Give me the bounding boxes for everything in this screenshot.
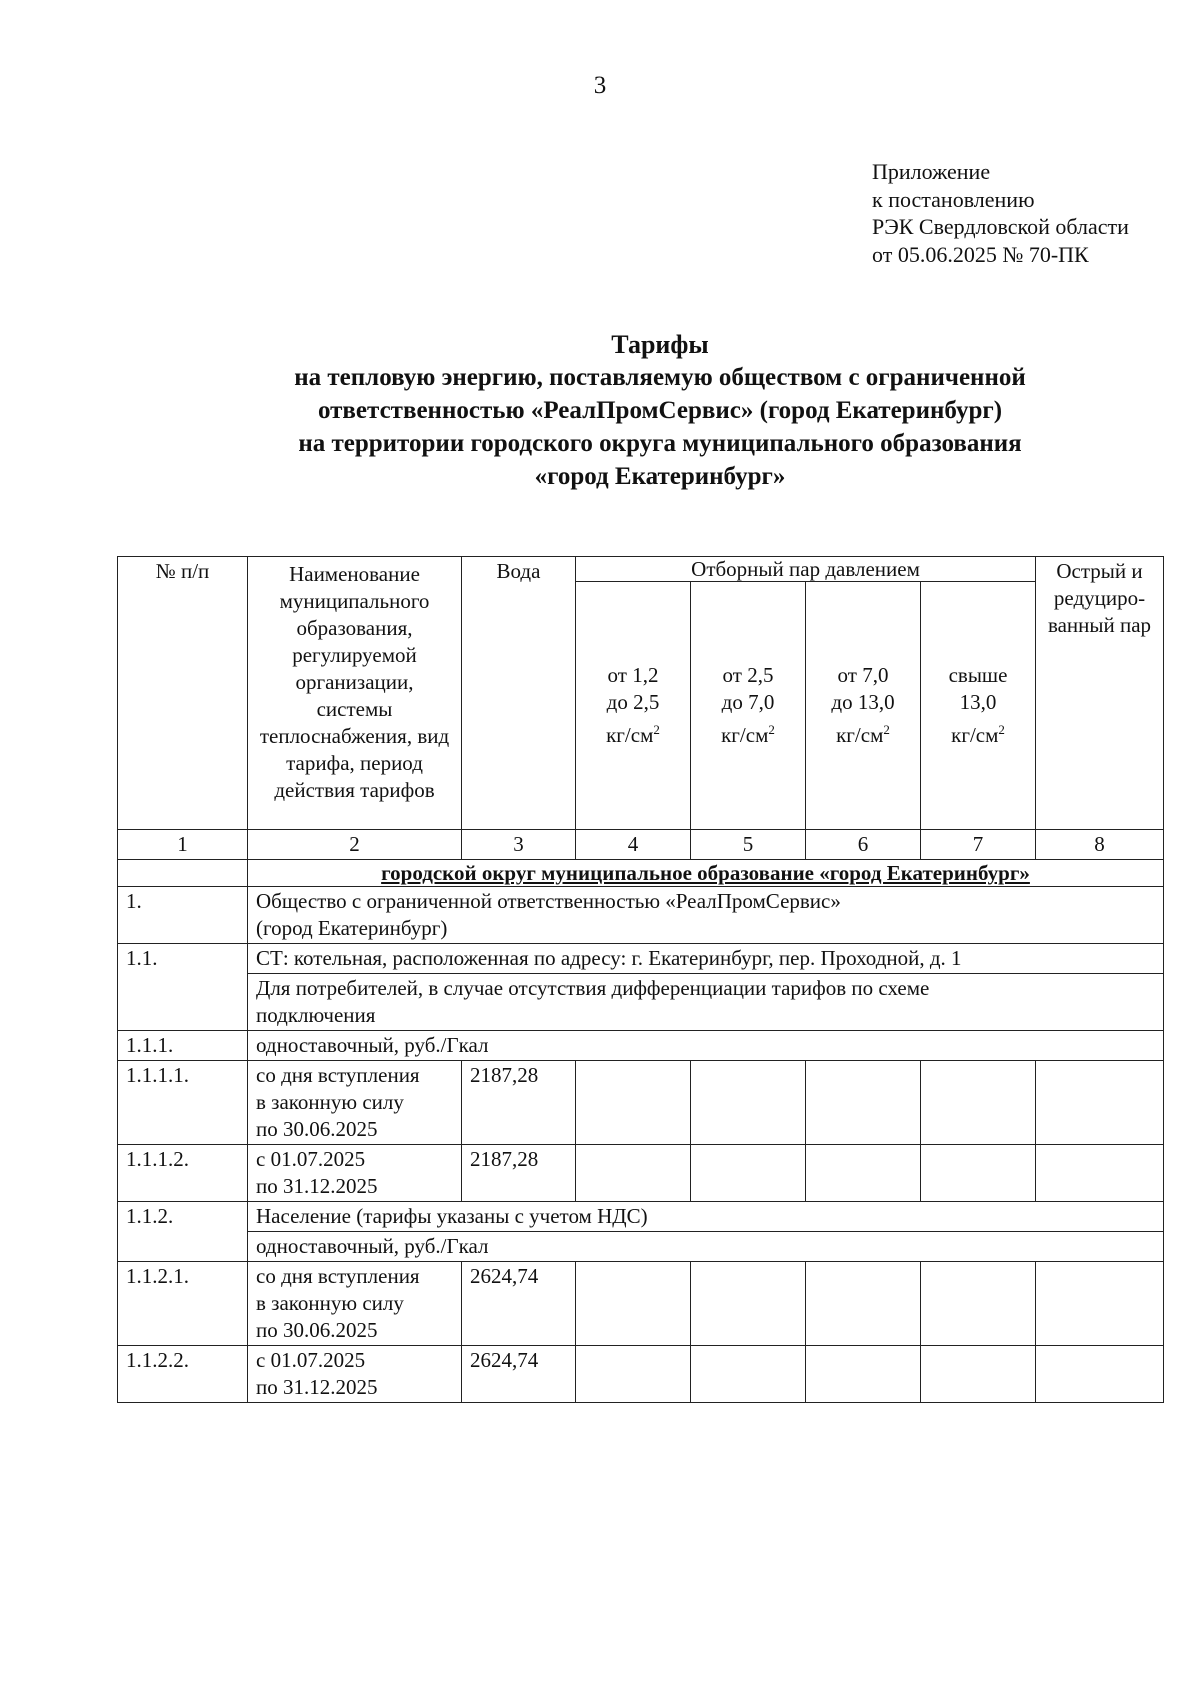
- water-tariff: 2624,74: [462, 1346, 576, 1403]
- row-label: одноставочный, руб./Гкал: [248, 1031, 1164, 1061]
- empty-cell: [921, 1061, 1036, 1145]
- table-row: [118, 1145, 1164, 1202]
- table-row: [118, 1061, 1164, 1145]
- unit-sup: 2: [653, 722, 660, 737]
- section-title: городской округ муниципальное образование «город Екатеринбург»: [248, 860, 1164, 887]
- label-line: в законную силу: [256, 1291, 404, 1315]
- label-line: в законную силу: [256, 1090, 404, 1114]
- section-row: [118, 860, 1164, 887]
- header-unit: [584, 716, 682, 749]
- row-label: [248, 1145, 462, 1202]
- title-line: на территории городского округа муниципального образования: [298, 430, 1022, 457]
- header-text: до 7,0: [721, 690, 775, 714]
- label-line: со дня вступления: [256, 1063, 420, 1087]
- header-steam-group: Отборный пар давлением: [576, 557, 1036, 582]
- row-number: 1.1.1.2.: [118, 1145, 248, 1202]
- table-row: [118, 1262, 1164, 1346]
- empty-cell: [1036, 1061, 1164, 1145]
- column-number: 4: [576, 830, 691, 860]
- water-tariff: 2187,28: [462, 1061, 576, 1145]
- header-text: до 13,0: [831, 690, 895, 714]
- header-text: до 2,5: [606, 690, 660, 714]
- tariff-table: [117, 556, 1164, 1403]
- table-row: [118, 974, 1164, 1031]
- title-line: Тарифы: [611, 330, 709, 359]
- water-tariff: 2187,28: [462, 1145, 576, 1202]
- row-label: [248, 1346, 462, 1403]
- row-number: 1.1.1.1.: [118, 1061, 248, 1145]
- header-steam-3: [806, 582, 921, 830]
- table-row: [118, 1031, 1164, 1061]
- empty-cell: [691, 1145, 806, 1202]
- empty-cell: [1036, 1262, 1164, 1346]
- header-steam-2: [691, 582, 806, 830]
- unit-text: кг/см: [836, 723, 884, 747]
- column-number: 7: [921, 830, 1036, 860]
- row-number: 1.1.2.2.: [118, 1346, 248, 1403]
- label-line: подключения: [256, 1003, 376, 1027]
- water-tariff: 2624,74: [462, 1262, 576, 1346]
- label-line: по 30.06.2025: [256, 1117, 378, 1141]
- empty-cell: [921, 1346, 1036, 1403]
- row-label: СТ: котельная, расположенная по адресу: г. Екатеринбург, пер. Проходной, д. 1: [248, 944, 1164, 974]
- row-label: одноставочный, руб./Гкал: [248, 1232, 1164, 1262]
- column-number: 5: [691, 830, 806, 860]
- column-number: 3: [462, 830, 576, 860]
- label-line: по 30.06.2025: [256, 1318, 378, 1342]
- row-label: [248, 1061, 462, 1145]
- unit-text: кг/см: [721, 723, 769, 747]
- title-line: на тепловую энергию, поставляемую обществом с ограниченной: [294, 364, 1026, 391]
- column-number: 1: [118, 830, 248, 860]
- unit-sup: 2: [883, 722, 890, 737]
- header-live-steam: Острый и редуциро-ванный пар: [1036, 557, 1164, 830]
- title-line: ответственностью «РеалПромСервис» (город Екатеринбург): [317, 397, 1003, 424]
- empty-cell: [576, 1145, 691, 1202]
- label-line: Общество с ограниченной ответственностью «РеалПромСервис»: [256, 889, 841, 913]
- empty-cell: [921, 1262, 1036, 1346]
- row-number: 1.1.2.: [118, 1202, 248, 1262]
- empty-cell: [806, 1061, 921, 1145]
- label-line: с 01.07.2025: [256, 1147, 366, 1171]
- appendix-note: [872, 158, 1129, 268]
- header-unit: [699, 716, 797, 749]
- row-number: 1.1.: [118, 944, 248, 1031]
- label-line: Для потребителей, в случае отсутствия дифференциации тарифов по схеме: [256, 976, 930, 1000]
- column-number: 8: [1036, 830, 1164, 860]
- row-label: Население (тарифы указаны с учетом НДС): [248, 1202, 1164, 1232]
- table-row: [118, 1232, 1164, 1262]
- unit-sup: 2: [998, 722, 1005, 737]
- empty-cell: [691, 1262, 806, 1346]
- empty-cell: [921, 1145, 1036, 1202]
- row-number: 1.1.2.1.: [118, 1262, 248, 1346]
- empty-cell: [118, 860, 248, 887]
- unit-text: кг/см: [951, 723, 999, 747]
- empty-cell: [576, 1061, 691, 1145]
- header-steam-4: [921, 582, 1036, 830]
- label-line: с 01.07.2025: [256, 1348, 366, 1372]
- page-number: 3: [593, 72, 607, 99]
- header-name: Наименование муниципального образования, регулируемой организации, системы теплоснабжения, вид тарифа, период действия тарифов: [248, 557, 462, 830]
- header-steam-1: [576, 582, 691, 830]
- appendix-line: Приложение: [872, 159, 991, 184]
- empty-cell: [576, 1262, 691, 1346]
- appendix-line: к постановлению: [872, 186, 1035, 212]
- label-line: (город Екатеринбург): [256, 916, 448, 940]
- header-text: свыше: [948, 663, 1008, 687]
- label-line: по 31.12.2025: [256, 1174, 378, 1198]
- header-number: № п/п: [118, 557, 248, 830]
- row-label: [248, 974, 1164, 1031]
- empty-cell: [806, 1262, 921, 1346]
- unit-text: кг/см: [606, 723, 654, 747]
- row-number: 1.1.1.: [118, 1031, 248, 1061]
- empty-cell: [691, 1346, 806, 1403]
- empty-cell: [806, 1145, 921, 1202]
- header-text: от 7,0: [837, 663, 889, 687]
- header-unit: [929, 716, 1027, 749]
- header-water: Вода: [462, 557, 576, 830]
- empty-cell: [1036, 1346, 1164, 1403]
- table-row: [118, 1202, 1164, 1232]
- header-text: 13,0: [959, 690, 997, 714]
- appendix-line: РЭК Свердловской области: [872, 214, 1129, 239]
- header-unit: [814, 716, 912, 749]
- empty-cell: [691, 1061, 806, 1145]
- title-line: «город Екатеринбург»: [534, 463, 786, 490]
- header-text: от 2,5: [722, 663, 774, 687]
- table-row: [118, 944, 1164, 974]
- row-label: [248, 1262, 462, 1346]
- row-label: [248, 887, 1164, 944]
- column-number: 6: [806, 830, 921, 860]
- appendix-line: от 05.06.2025 № 70-ПК: [872, 241, 1089, 267]
- header-row: [118, 557, 1164, 582]
- empty-cell: [1036, 1145, 1164, 1202]
- table-row: [118, 1346, 1164, 1403]
- empty-cell: [806, 1346, 921, 1403]
- table-row: [118, 887, 1164, 944]
- label-line: по 31.12.2025: [256, 1375, 378, 1399]
- column-number-row: [118, 830, 1164, 860]
- header-text: от 1,2: [607, 663, 659, 687]
- column-number: 2: [248, 830, 462, 860]
- empty-cell: [576, 1346, 691, 1403]
- label-line: со дня вступления: [256, 1264, 420, 1288]
- document-title: [200, 328, 1120, 493]
- unit-sup: 2: [768, 722, 775, 737]
- row-number: 1.: [118, 887, 248, 944]
